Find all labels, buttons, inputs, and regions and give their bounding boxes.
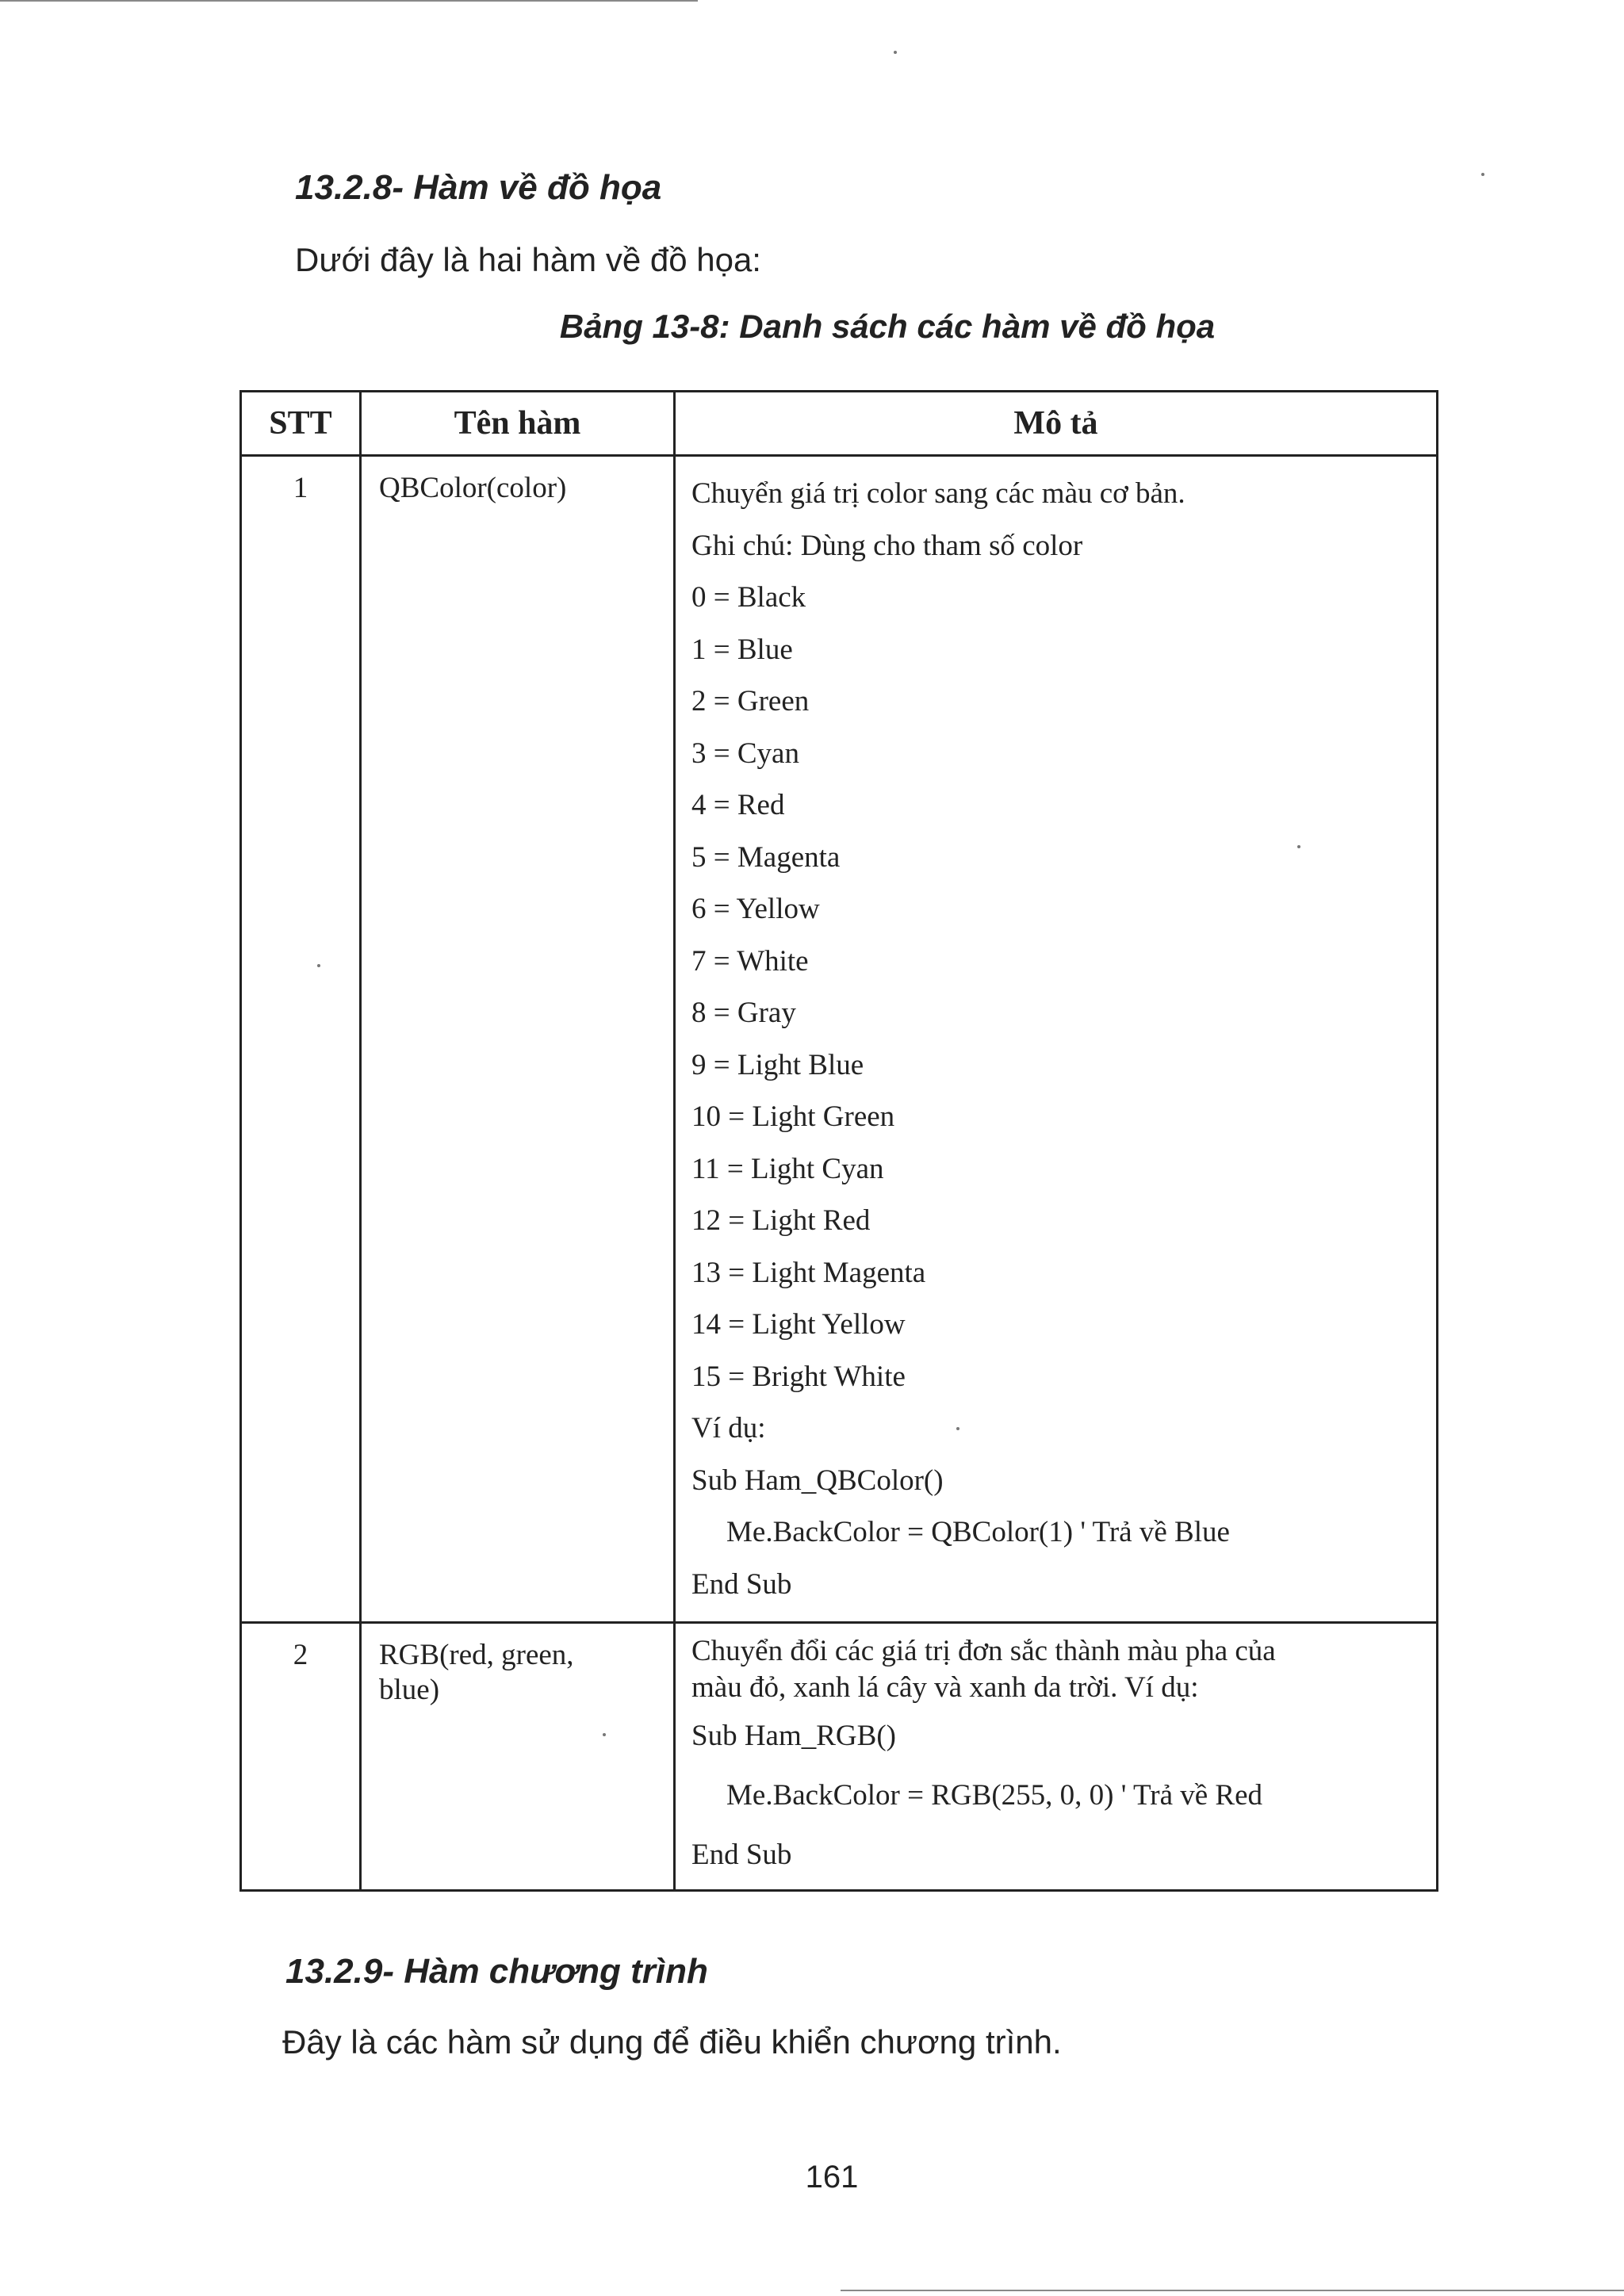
desc-line: 7 = White bbox=[691, 944, 809, 978]
scan-edge-top bbox=[0, 0, 698, 2]
scan-speck bbox=[1481, 173, 1484, 176]
row-function-name bbox=[359, 1624, 673, 1889]
table-caption: Bảng 13-8: Danh sách các hàm về đồ họa bbox=[559, 308, 1216, 345]
desc-line: 15 = Bright White bbox=[691, 1360, 906, 1393]
row-stt: 2 bbox=[293, 1639, 308, 1671]
function-name-line: blue) bbox=[379, 1674, 440, 1707]
row-description bbox=[673, 1624, 1436, 1889]
desc-line: 4 = Red bbox=[691, 789, 785, 821]
desc-line: 14 = Light Yellow bbox=[691, 1308, 906, 1341]
function-name-line: RGB(red, green, bbox=[379, 1639, 574, 1671]
table-row bbox=[242, 1621, 1436, 1889]
row-description bbox=[673, 457, 1436, 1621]
desc-line: 0 = Black bbox=[691, 581, 806, 614]
desc-line: Ví dụ: bbox=[691, 1412, 766, 1445]
section-heading-program: 13.2.9- Hàm chương trình bbox=[285, 1952, 708, 1991]
scan-edge-bottom bbox=[841, 2290, 1624, 2291]
section-heading-graphics: 13.2.8- Hàm về đồ họa bbox=[295, 168, 662, 207]
desc-line: 5 = Magenta bbox=[691, 840, 841, 874]
desc-line: 2 = Green bbox=[691, 685, 810, 718]
row-function-name: QBColor(color) bbox=[359, 457, 673, 1621]
desc-line: 6 = Yellow bbox=[691, 893, 820, 925]
scan-speck bbox=[894, 51, 897, 54]
code-line: End Sub bbox=[691, 1567, 792, 1601]
desc-line: 12 = Light Red bbox=[691, 1204, 871, 1237]
desc-line: 8 = Gray bbox=[691, 997, 796, 1029]
header-function-name: Tên hàm bbox=[359, 392, 673, 454]
code-line: End Sub bbox=[691, 1839, 792, 1871]
code-line: Sub Ham_QBColor() bbox=[691, 1464, 944, 1497]
section-intro-graphics: Dưới đây là hai hàm về đồ họa: bbox=[295, 241, 761, 278]
desc-line: 1 = Blue bbox=[691, 633, 793, 666]
table-header-row bbox=[242, 392, 1436, 454]
desc-line: Ghi chú: Dùng cho tham số color bbox=[691, 529, 1083, 562]
header-description: Mô tả bbox=[673, 392, 1436, 454]
desc-line: 10 = Light Green bbox=[691, 1100, 895, 1133]
code-line: Me.BackColor = RGB(255, 0, 0) ' Trả về Red bbox=[726, 1779, 1263, 1812]
table-row bbox=[242, 454, 1436, 1621]
desc-line: 9 = Light Blue bbox=[691, 1048, 864, 1081]
desc-line: Chuyển giá trị color sang các màu cơ bản. bbox=[691, 477, 1185, 510]
section-intro-program: Đây là các hàm sử dụng để điều khiển chương trình. bbox=[282, 2023, 1062, 2061]
code-line: Me.BackColor = QBColor(1) ' Trả về Blue bbox=[726, 1516, 1230, 1548]
graphics-functions-table bbox=[239, 390, 1438, 1892]
desc-line: Chuyển đổi các giá trị đơn sắc thành màu pha của bbox=[691, 1635, 1276, 1667]
desc-line: 13 = Light Magenta bbox=[691, 1256, 926, 1289]
code-line: Sub Ham_RGB() bbox=[691, 1720, 896, 1752]
desc-line: 3 = Cyan bbox=[691, 737, 799, 770]
row-stt: 1 bbox=[293, 472, 308, 504]
desc-line: 11 = Light Cyan bbox=[691, 1152, 884, 1185]
desc-line: màu đỏ, xanh lá cây và xanh da trời. Ví dụ: bbox=[691, 1671, 1199, 1704]
header-stt: STT bbox=[269, 405, 332, 442]
page-number: 161 bbox=[805, 2160, 859, 2195]
